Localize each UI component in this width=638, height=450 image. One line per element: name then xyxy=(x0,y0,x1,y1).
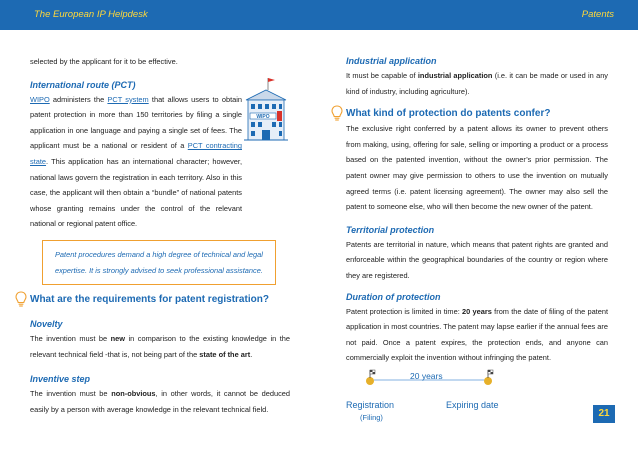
lightbulb-icon xyxy=(15,291,27,309)
lightbulb-icon xyxy=(331,105,343,123)
header-title: The European IP Helpdesk xyxy=(34,9,148,20)
requirements-heading-text: What are the requirements for patent registration? xyxy=(30,294,269,306)
intl-route-heading: International route (PCT) xyxy=(30,79,136,90)
expertise-note: Patent procedures demand a high degree of technical and legal expertise. It is strongly advised to seek professional assistance. xyxy=(42,240,276,285)
protection-heading-text: What kind of protection do patents confer? xyxy=(346,108,551,120)
end-flag-icon xyxy=(488,370,493,378)
intl-text-2: that allows users to obtain patent protection in more than 150 territories by filing a single application in one language and paying a single set of fees. The applicant must be a national or resident of a xyxy=(30,94,242,151)
timeline-end-label: Expiring date xyxy=(446,400,499,410)
pct-states-link[interactable]: PCT contracting state xyxy=(30,141,242,166)
timeline-graphic xyxy=(346,368,608,402)
intl-text-3: . This application has an international character; however, national laws govern the registration in each territory. Also in this case, the applicant will then obtain a “bundle” of national patents whose granting remains under the control of the relevant national or regional patent office. xyxy=(30,156,242,229)
industrial-application-paragraph xyxy=(346,68,608,99)
page-header xyxy=(0,0,638,30)
requirements-heading xyxy=(30,293,290,307)
inventive-step-heading: Inventive step xyxy=(30,374,91,385)
novelty-text-3: . xyxy=(250,349,253,359)
protection-heading xyxy=(346,107,608,121)
inventive-bold-1: non-obvious xyxy=(111,389,156,399)
duration-text-2: from the date of filing of the patent application in most countries. The patent may lapse earlier if the annual fees are not paid. Once a patent expires, the protection ends, and anyone can commercially exploit the invention without infringing the patent. xyxy=(346,306,609,363)
novelty-text-2: in comparison to the existing knowledge in the relevant technical field -that is, not being part of the xyxy=(30,334,290,359)
wipo-sign-text: WIPO xyxy=(256,114,270,120)
wipo-link[interactable]: WIPO xyxy=(30,94,50,104)
duration-paragraph xyxy=(346,304,608,366)
inventive-text-2: , in other words, it cannot be deduced easily by a person with average knowledge in the relevant technical field. xyxy=(30,389,290,414)
timeline-span-label: 20 years xyxy=(410,371,443,381)
wipo-building-icon xyxy=(242,76,290,146)
duration-timeline xyxy=(346,368,608,428)
industrial-text-1: It must be capable of xyxy=(346,71,418,80)
inventive-text-1: The invention must be xyxy=(30,389,112,399)
timeline-start-label: Registration xyxy=(346,400,395,410)
industrial-application-heading: Industrial application xyxy=(346,56,437,66)
intl-text-1: administers the xyxy=(49,94,108,104)
duration-bold-1: 20 years xyxy=(462,306,492,316)
start-marker-icon xyxy=(366,377,374,385)
protection-paragraph: The exclusive right conferred by a patent allows its owner to prevent others from making, using, offering for sale, selling or importing a product or a process based on the patented invention, without the owner’s prior permission. The patent owner may give permission to others to use the invention on mutually agreed terms (i.e. patent licensing agreement). The owner may also sell the patent to someone else, who will then become the new owner of the patent. xyxy=(346,124,608,212)
duration-text-1: Patent protection is limited in time: xyxy=(346,306,463,316)
territorial-heading: Territorial protection xyxy=(346,224,435,235)
pct-system-link[interactable]: PCT system xyxy=(107,94,149,104)
novelty-text-1: The invention must be xyxy=(30,334,111,344)
novelty-bold-1: new xyxy=(110,334,126,344)
header-section: Patents xyxy=(581,9,614,20)
novelty-heading: Novelty xyxy=(30,319,63,330)
novelty-paragraph xyxy=(30,331,290,362)
page-number: 21 xyxy=(593,405,615,423)
end-marker-icon xyxy=(484,377,492,385)
industrial-text-2: (i.e. it can be made or used in any kind of industry, including agriculture). xyxy=(346,71,609,96)
novelty-bold-2: state of the art xyxy=(199,349,251,359)
timeline-start-sub: (Filing) xyxy=(360,413,383,422)
inventive-step-paragraph xyxy=(30,386,290,417)
duration-heading: Duration of protection xyxy=(346,291,441,302)
territorial-paragraph: Patents are territorial in nature, which means that patent rights are granted and enforceable within the geographical boundaries of the country or region where they are registered. xyxy=(346,239,608,280)
intro-text: selected by the applicant for it to be effective. xyxy=(30,57,178,66)
right-column xyxy=(346,54,608,366)
start-flag-icon xyxy=(370,370,375,378)
industrial-bold-1: industrial application xyxy=(417,71,493,80)
